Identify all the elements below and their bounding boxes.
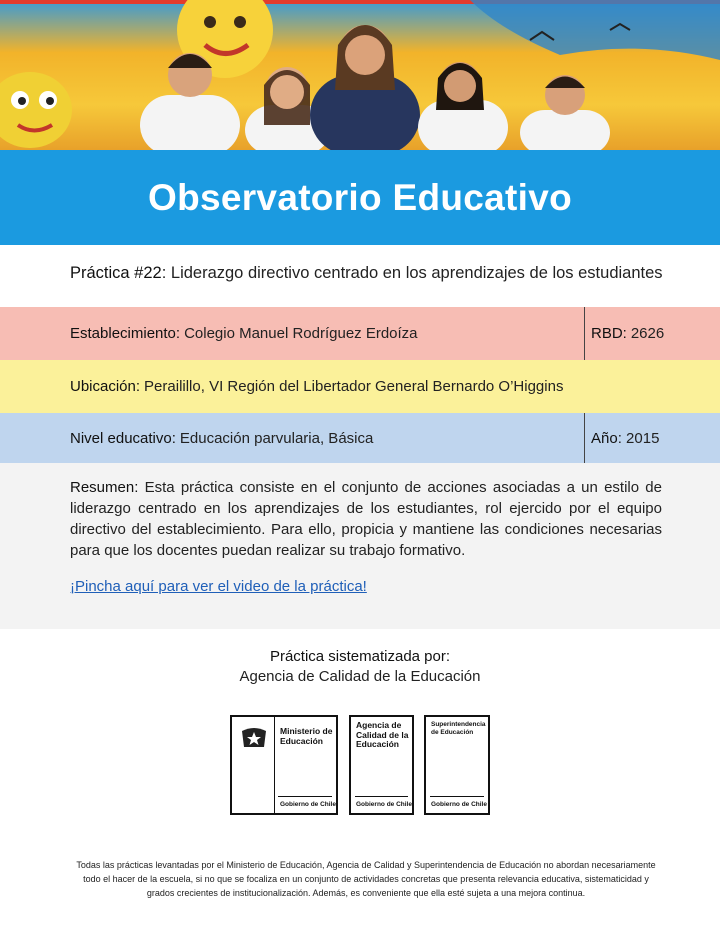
summary-paragraph	[70, 477, 662, 561]
rbd-value: 2626	[630, 325, 665, 342]
location-row	[0, 360, 720, 413]
gobierno-label: Gobierno de Chile	[356, 801, 412, 808]
rbd-cell	[584, 307, 664, 360]
rbd-label: RBD:	[591, 325, 627, 342]
location-label: Ubicación:	[70, 378, 141, 395]
hero-photo	[0, 0, 720, 150]
level-row	[0, 413, 720, 463]
coat-of-arms-icon	[238, 723, 270, 751]
logo-divider	[274, 717, 275, 813]
level-label: Nivel educativo:	[70, 429, 176, 447]
practice-heading	[70, 264, 663, 283]
agencia-logo-text: Agencia de Calidad de la Educación	[356, 720, 409, 749]
year-value: : 2015	[617, 429, 660, 447]
superintendencia-logo	[424, 715, 490, 815]
page-title: Observatorio Educativo	[148, 176, 572, 218]
systematized-org: Agencia de Calidad de la Educación	[239, 668, 481, 685]
hero-illustration	[0, 0, 720, 150]
practice-number: Práctica #22	[70, 264, 162, 282]
location-value: Perailillo, VI Región del Libertador General Bernardo O’Higgins	[144, 378, 564, 395]
ministerio-logo	[230, 715, 338, 815]
disclaimer-text: Todas las prácticas levantadas por el Ministerio de Educación, Agencia de Calidad y Superintendencia de Educación no abordan necesariamente todo el hacer de la escuela, si no que se focaliza en un conjunto de actividades concretas que presenta relevancia educativa, sistematicidad y grados crecientes de institucionalización. Además, es conveniente que ella esté sujeta a una mejora continua.	[76, 860, 656, 898]
systematized-title: Práctica sistematizada por:	[269, 648, 451, 665]
gobierno-label: Gobierno de Chile	[431, 801, 487, 808]
gobierno-label: Gobierno de Chile	[280, 801, 336, 808]
level-value: Educación parvularia, Básica	[179, 429, 374, 447]
establishment-value: Colegio Manuel Rodríguez Erdoíza	[184, 325, 418, 342]
mural-bee	[0, 72, 72, 148]
establishment-row	[0, 307, 720, 360]
video-link[interactable]: ¡Pincha aquí para ver el video de la práctica!	[70, 578, 367, 595]
title-band	[0, 150, 720, 245]
summary-label: Resumen:	[70, 479, 139, 496]
summary-section	[0, 463, 720, 629]
year-cell	[584, 413, 659, 463]
ministerio-logo-text: Ministerio de Educación	[280, 726, 333, 746]
summary-text: Esta práctica consiste en el conjunto de acciones asociadas a un estilo de liderazgo centrado en los aprendizajes de los estudiantes, rol ejercido por el equipo directivo del establecimiento. Para ello, propicia y mantiene las condiciones necesarias para que los docentes puedan realizar su trabajo formativo.	[70, 479, 662, 559]
agencia-logo	[349, 715, 414, 815]
practice-title: : Liderazgo directivo centrado en los aprendizajes de los estudiantes	[161, 264, 663, 282]
superintendencia-logo-text: Superintendencia de Educación	[431, 721, 486, 736]
year-label: Año	[591, 429, 618, 447]
establishment-label: Establecimiento:	[70, 325, 181, 342]
